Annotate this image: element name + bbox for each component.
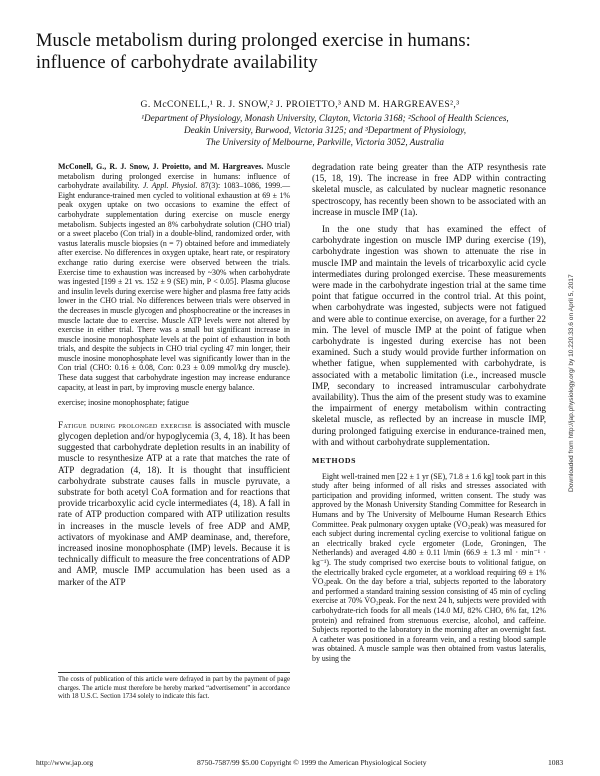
methods-paragraph: Eight well-trained men [22 ± 1 yr (SE), 71.8 ± 1.6 kg] took part in this study after being informed of all risks and stresses associated with participation and providing informed, written consent. The study was approved by the Monash University Standing Committee for Research in Humans and by The University of Melbourne Human Research Ethics Committee. Peak pulmonary oxygen uptake (V̇O₂peak) was measured for each subject during incremental cycling exercise to volitional fatigue on an electrically braked cycle ergometer (Lode, Groningen, The Netherlands) and averaged 4.80 ± 0.11 l/min (66.9 ± 1.3 ml · min⁻¹ · kg⁻¹). The study comprised two exercise bouts to volitional fatigue, on the electrically braked cycle ergometer, at a workload requiring 69 ± 1% V̇O₂peak. On the day before a trial, subjects reported to the laboratory and performed a standard training session consisting of 45 min of cycling exercise at 70% V̇O₂peak. For the next 24 h, subjects were provided with carbohydrate-rich foods for all meals (14.0 MJ, 82% CHO, 6% fat, 12% protein) and refrained from strenuous exercise, alcohol, and caffeine. Subjects reported to the laboratory in the morning after an overnight fast. A catheter was positioned in a forearm vein, and a resting blood sample was obtained. A muscle sample was then obtained from vastus lateralis, by using the bbox=[312, 471, 546, 663]
abstract-article-title: Muscle metabolism during prolonged exercise in humans: influence of carbohydrate availability. bbox=[58, 162, 290, 191]
footnote: The costs of publication of this article were defrayed in part by the payment of page charges. The article must therefore be hereby marked “advertisement” in accordance with 18 U.S.C. Section 1734 solely to indicate this fact. bbox=[58, 676, 290, 701]
keywords: exercise; inosine monophosphate; fatigue bbox=[58, 398, 189, 408]
affiliations bbox=[80, 112, 570, 149]
right-paragraph-1: degradation rate being greater than the ATP resynthesis rate (15, 18, 19). The increase in free ADP within contracting skeletal muscle, as calculated by nuclear magnetic resonance spectroscopy, has recently been shown to be associated with an increase in muscle IMP (1a). bbox=[312, 162, 546, 217]
right-column bbox=[312, 162, 546, 670]
author-list: G. McCONELL,¹ R. J. SNOW,² J. PROIETTO,³ AND M. HARGREAVES²,³ bbox=[140, 99, 460, 110]
title-line-1: Muscle metabolism during prolonged exercise in humans: bbox=[36, 31, 471, 51]
download-watermark: Downloaded from http://jap.physiology.org/ by 10.220.33.6 on April 5, 2017 bbox=[568, 274, 575, 492]
intro-lead: Fatigue during prolonged exercise bbox=[58, 419, 192, 430]
footer-copyright: 8750-7587/99 $5.00 Copyright © 1999 the American Physiological Society bbox=[197, 758, 427, 767]
article-title bbox=[36, 30, 536, 74]
footnote-divider bbox=[58, 672, 290, 673]
intro-paragraph bbox=[58, 420, 290, 588]
affiliation-line-1: ¹Department of Physiology, Monash University, Clayton, Victoria 3168; ²School of Health Sciences, bbox=[141, 113, 509, 123]
affiliation-line-2: Deakin University, Burwood, Victoria 3125; and ³Department of Physiology, bbox=[184, 125, 466, 136]
left-column bbox=[58, 162, 290, 594]
abstract bbox=[58, 162, 290, 392]
abstract-journal: J. Appl. Physiol. bbox=[142, 181, 198, 191]
abstract-authors: McConell, G., R. J. Snow, J. Proietto, and M. Hargreaves. bbox=[58, 162, 264, 171]
footer-url: http://www.jap.org bbox=[36, 758, 94, 767]
affiliation-line-3: The University of Melbourne, Parkville, Victoria 3052, Australia bbox=[206, 137, 444, 148]
methods-heading: METHODS bbox=[312, 456, 357, 466]
abstract-text: 87(3): 1083–1086, 1999.—Eight endurance-trained men cycled to volitional exhaustion at 69 ± 1% peak oxygen uptake on two occasions to examine the effect of carbohydrate supplementation during exercise on muscle energy metabolism. Subjects ingested an 8% carbohydrate solution (CHO trial) or a sweet placebo (Con trial) in a double-blind, randomized order, with vastus lateralis muscle biopsies (n = 7) obtained before and immediately after exercise. No differences in oxygen uptake, heart rate, or respiratory exchange ratio during exercise were observed between the trials. Exercise time to exhaustion was increased by ~30% when carbohydrate was ingested [199 ± 21 vs. 152 ± 9 (SE) min, P < 0.05]. Plasma glucose and insulin levels during exercise were higher and plasma free fatty acids lower in the CHO trial. No differences between trials were observed in the decreases in muscle glycogen and phosphocreatine or the increases in muscle lactate due to exercise. Muscle ATP levels were not altered by exercise in either trial. There was a small but significant increase in muscle inosine monophosphate levels at the point of exhaustion in both trials, and despite the subjects in CHO trial cycling 47 min longer, their muscle inosine monophosphate level was significantly lower than in the Con trial (CHO: 0.16 ± 0.08, Con: 0.23 ± 0.09 mmol/kg dry muscle). These data suggest that carbohydrate ingestion may increase endurance capacity, at least in part, by improving muscle energy balance. bbox=[58, 181, 290, 392]
right-paragraph-2: In the one study that has examined the effect of carbohydrate ingestion on muscle IMP during exercise (19), carbohydrate ingestion was shown to attenuate the rise in muscle IMP and maintain the levels of tricarboxylic acid cycle intermediates during prolonged exercise. These measurements were made in the carbohydrate ingestion trial at the same time point that fatigue occurred in the control trial. At this point, when carbohydrate was ingested, subjects were not fatigued and were able to continue exercise, on average, for a further 22 min. The level of muscle IMP at the point of fatigue when carbohydrate is ingested during exercise has not been examined. Such a study would provide further information on whether fatigue, when supplemented with carbohydrate, is associated with a metabolic limitation (i.e., increased muscle IMP, secondary to increased intramuscular carbohydrate availability). Thus the aim of the present study was to examine the impairment of energy metabolism within contracting skeletal muscle, as reflected by an increase in muscle IMP, during prolonged fatiguing exercise in endurance-trained men, with and without carbohydrate supplementation. bbox=[312, 224, 546, 447]
page-number: 1083 bbox=[548, 758, 564, 767]
intro-text: is associated with muscle glycogen depletion and/or hypoglycemia (3, 4, 18). It has been suggested that carbohydrate depletion results in an inability of muscle to resynthesize ATP at a rate that matches the rate of ATP degradation (4, 18). It is thought that insufficient carbohydrate substrate causes falls in muscle pyruvate, a substrate for both acetyl CoA formation and for reactions that provide tricarboxylic acid cycle intermediates (4, 18). A fall in rate of ATP production compared with ATP utilization results in increases in the muscle levels of free ADP and AMP, activators of myokinase and AMP deaminase, and, therefore, increased inosine monophosphate (IMP) levels. Because it is technically difficult to measure the free concentrations of ADP and AMP, muscle IMP accumulation has been used as a marker of the ATP bbox=[58, 419, 290, 587]
title-line-2: influence of carbohydrate availability bbox=[36, 53, 318, 73]
